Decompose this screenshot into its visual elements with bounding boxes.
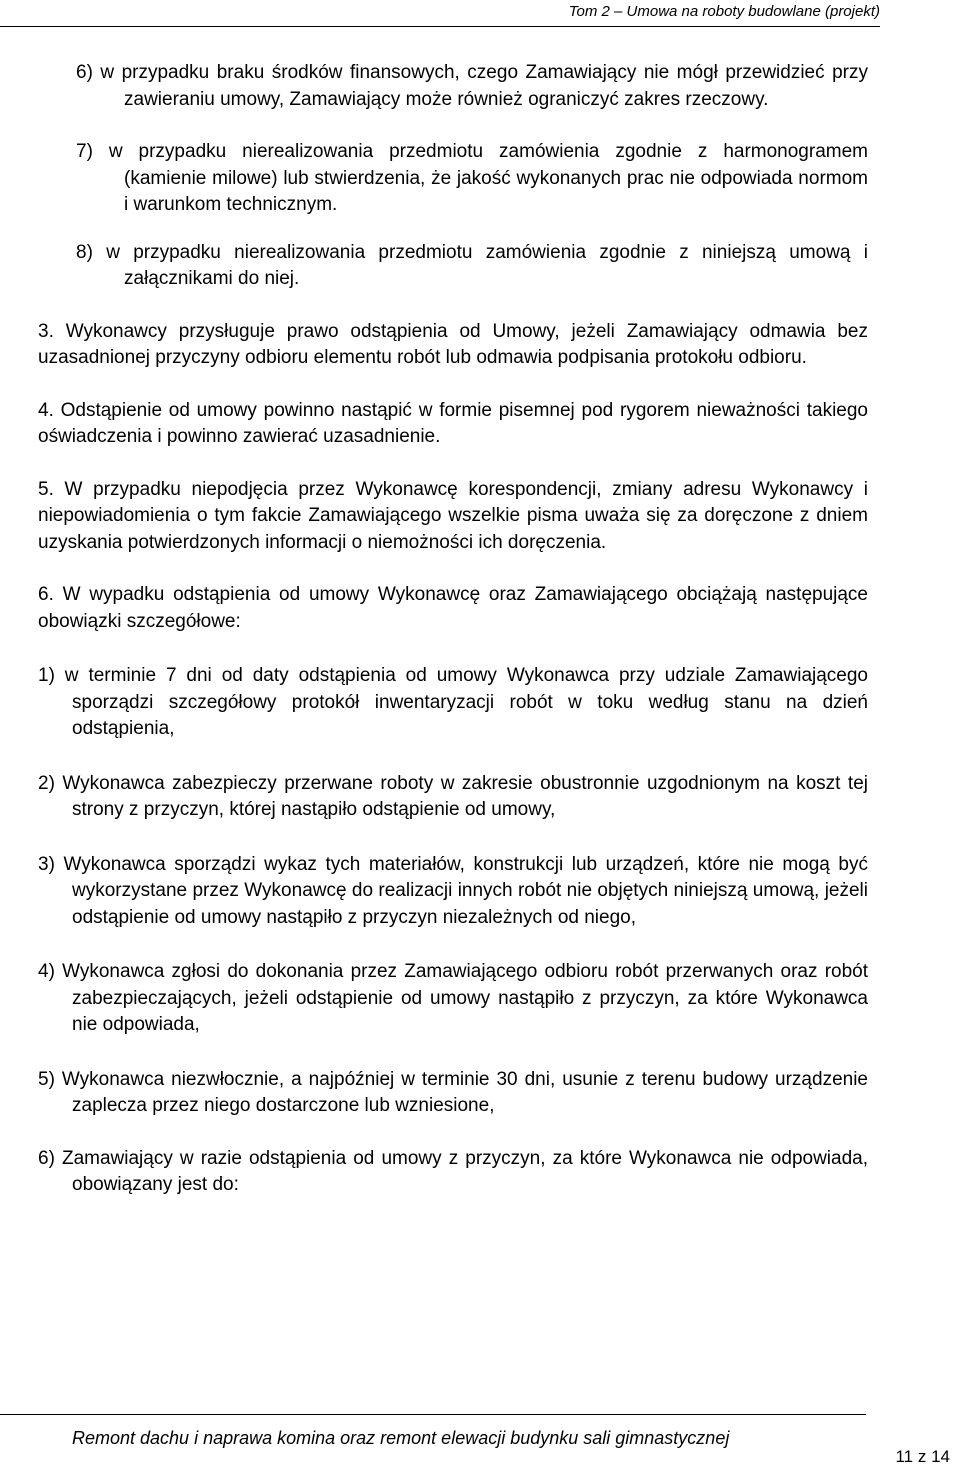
obligation-3: 3) Wykonawca sporządzi wykaz tych materiałów, konstrukcji lub urządzeń, które nie mogą być wykorzystane przez Wykonawcę do realizacji innych robót nie objętych niniejszą umową, jeżeli odstąpienie od umowy nastąpiło z przyczyn niezależnych od niego,: [38, 853, 868, 928]
document-title: Tom 2 – Umowa na roboty budowlane (projekt): [568, 3, 880, 20]
obligation-4: 4) Wykonawca zgłosi do dokonania przez Zamawiającego odbioru robót przerwanych oraz robót zabezpieczających, jeżeli odstąpienie od umowy nastąpiło z przyczyn, za które Wykonawca nie odpowiada,: [38, 961, 868, 1035]
section-3: 3. Wykonawcy przysługuje prawo odstąpienia od Umowy, jeżeli Zamawiający odmawia bez uzasadnionej przyczyny odbioru elementu robót lub odmawia podpisania protokołu odbioru.: [38, 320, 868, 368]
footer-text: Remont dachu i naprawa komina oraz remont elewacji budynku sali gimnastycznej: [72, 1428, 730, 1448]
obligation-2: 2) Wykonawca zabezpieczy przerwane roboty w zakresie obustronnie uzgodnionym na koszt tej strony z przyczyn, której nastąpiło odstąpienie od umowy,: [38, 772, 868, 820]
section-5: 5. W przypadku niepodjęcia przez Wykonawcę korespondencji, zmiany adresu Wykonawcy i niepowiadomienia o tym fakcie Zamawiającego wszelkie pisma uważa się za doręczone z dniem uzyskania potwierdzonych informacji o niemożności ich doręczenia.: [38, 478, 868, 553]
document-body: [38, 60, 868, 1199]
page-header: [0, 0, 880, 27]
section-4: 4. Odstąpienie od umowy powinno nastąpić w formie pisemnej pod rygorem nieważności takiego oświadczenia i powinno zawierać uzasadnienie.: [38, 399, 868, 447]
obligation-6: 6) Zamawiający w razie odstąpienia od umowy z przyczyn, za które Wykonawca nie odpowiada, obowiązany jest do:: [38, 1147, 868, 1195]
clause-7-item: 7) w przypadku nierealizowania przedmiotu zamówienia zgodnie z harmonogramem (kamienie milowe) lub stwierdzenia, że jakość wykonanych prac nie odpowiada normom i warunkom technicznym.: [76, 141, 868, 215]
obligation-5: 5) Wykonawca niezwłocznie, a najpóźniej w terminie 30 dni, usunie z terenu budowy urządzenie zaplecza przez niego dostarczone lub wzniesione,: [38, 1068, 868, 1116]
clause-6-item: 6) w przypadku braku środków finansowych, czego Zamawiający nie mógł przewidzieć przy zawieraniu umowy, Zamawiający może również ograniczyć zakres rzeczowy.: [76, 62, 868, 110]
section-6: 6. W wypadku odstąpienia od umowy Wykonawcę oraz Zamawiającego obciążają następujące obowiązki szczegółowe:: [38, 584, 868, 632]
clause-8-item: 8) w przypadku nierealizowania przedmiotu zamówienia zgodnie z niniejszą umową i załącznikami do niej.: [76, 241, 868, 289]
footer-divider: [0, 1414, 866, 1415]
page-number: 11 z 14: [895, 1447, 950, 1466]
obligation-1: 1) w terminie 7 dni od daty odstąpienia od umowy Wykonawca przy udziale Zamawiającego sporządzi szczegółowy protokół inwentaryzacji robót w toku według stanu na dzień odstąpienia,: [38, 665, 868, 739]
